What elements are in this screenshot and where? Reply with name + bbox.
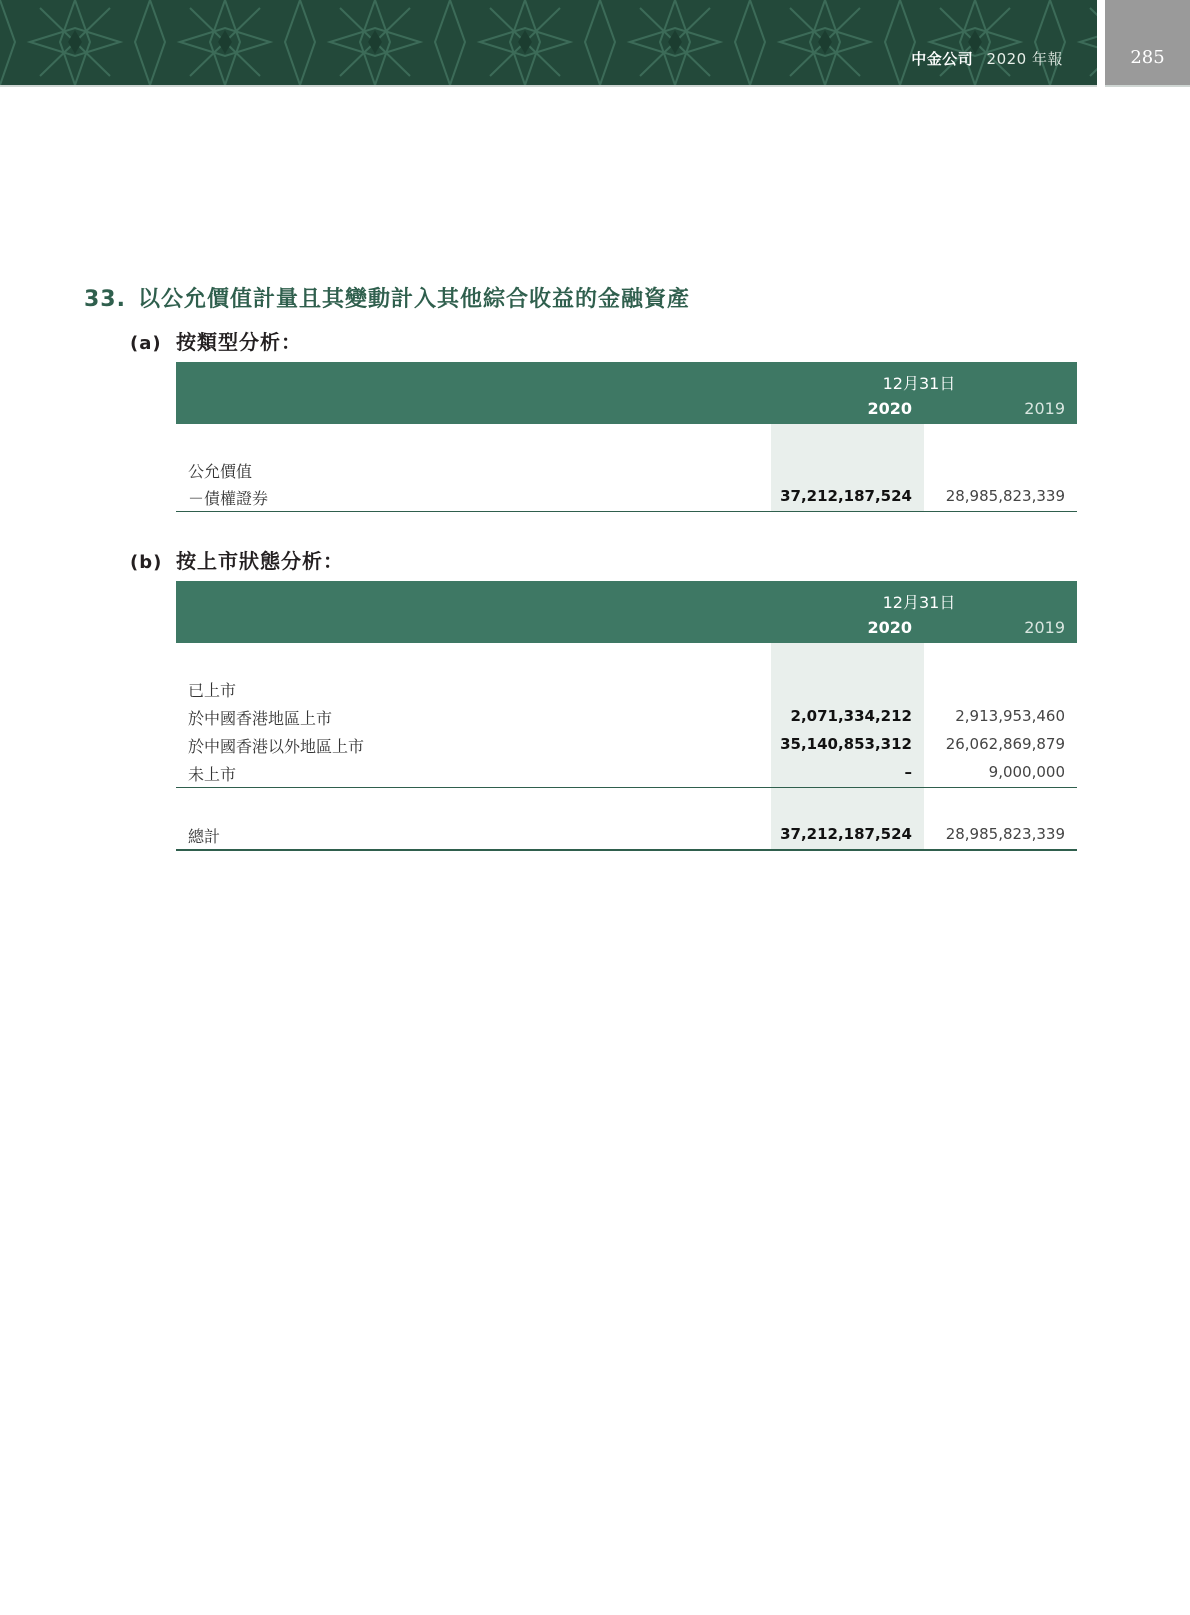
table-row bbox=[176, 484, 1077, 510]
group-label-row bbox=[176, 676, 1077, 702]
table-row bbox=[176, 704, 1077, 730]
table-bottom-rule bbox=[176, 849, 1077, 851]
row-label: －債權證券 bbox=[188, 489, 269, 508]
row-label: 已上市 bbox=[188, 681, 237, 700]
header-year-2019: 2019 bbox=[1024, 618, 1065, 637]
table-header bbox=[176, 581, 1077, 643]
value-2019: 28,985,823,339 bbox=[945, 825, 1065, 843]
subtotal-rule bbox=[176, 787, 1077, 788]
note-title bbox=[84, 282, 690, 313]
total-row bbox=[176, 822, 1077, 848]
section-a-title: 按類型分析： bbox=[176, 330, 302, 354]
row-label: 於中國香港地區上市 bbox=[188, 709, 333, 728]
value-2019: 2,913,953,460 bbox=[955, 707, 1065, 725]
value-2019: 26,062,869,879 bbox=[945, 735, 1065, 753]
table-by-listing-status bbox=[176, 581, 1077, 853]
value-2020: 37,212,187,524 bbox=[780, 487, 912, 505]
value-2020: 37,212,187,524 bbox=[780, 825, 912, 843]
value-2020: 35,140,853,312 bbox=[780, 735, 912, 753]
value-2020: – bbox=[904, 763, 912, 781]
page-number: 285 bbox=[1130, 47, 1165, 68]
section-a-label: (a) bbox=[130, 333, 162, 354]
value-2019: 9,000,000 bbox=[988, 763, 1065, 781]
row-label: 於中國香港以外地區上市 bbox=[188, 737, 365, 756]
header-year-2020: 2020 bbox=[867, 618, 912, 637]
row-label: 未上市 bbox=[188, 765, 237, 784]
section-b-heading bbox=[130, 545, 344, 574]
decorative-pattern bbox=[0, 0, 1097, 85]
page-tab bbox=[1105, 0, 1190, 87]
report-label bbox=[911, 48, 1063, 69]
row-label: 總計 bbox=[188, 827, 221, 846]
section-a-heading bbox=[130, 326, 302, 355]
header-year-2019: 2019 bbox=[1024, 399, 1065, 418]
table-bottom-rule bbox=[176, 511, 1077, 512]
header-date: 12月31日 bbox=[882, 593, 956, 612]
section-b-label: (b) bbox=[130, 552, 163, 573]
row-label: 公允價值 bbox=[188, 462, 253, 481]
report-year: 2020 年報 bbox=[986, 50, 1063, 68]
header-banner bbox=[0, 0, 1097, 87]
header-date: 12月31日 bbox=[882, 374, 956, 393]
table-by-type bbox=[176, 362, 1077, 514]
value-2020: 2,071,334,212 bbox=[790, 707, 912, 725]
value-2019: 28,985,823,339 bbox=[945, 487, 1065, 505]
note-title-text: 以公允價值計量且其變動計入其他綜合收益的金融資產 bbox=[137, 287, 690, 312]
note-number: 33. bbox=[84, 287, 126, 312]
table-row bbox=[176, 732, 1077, 758]
company-name: 中金公司 bbox=[911, 50, 974, 68]
group-label-row bbox=[176, 457, 1077, 483]
table-row bbox=[176, 760, 1077, 786]
table-header bbox=[176, 362, 1077, 424]
header-year-2020: 2020 bbox=[867, 399, 912, 418]
section-b-title: 按上市狀態分析： bbox=[176, 549, 344, 573]
